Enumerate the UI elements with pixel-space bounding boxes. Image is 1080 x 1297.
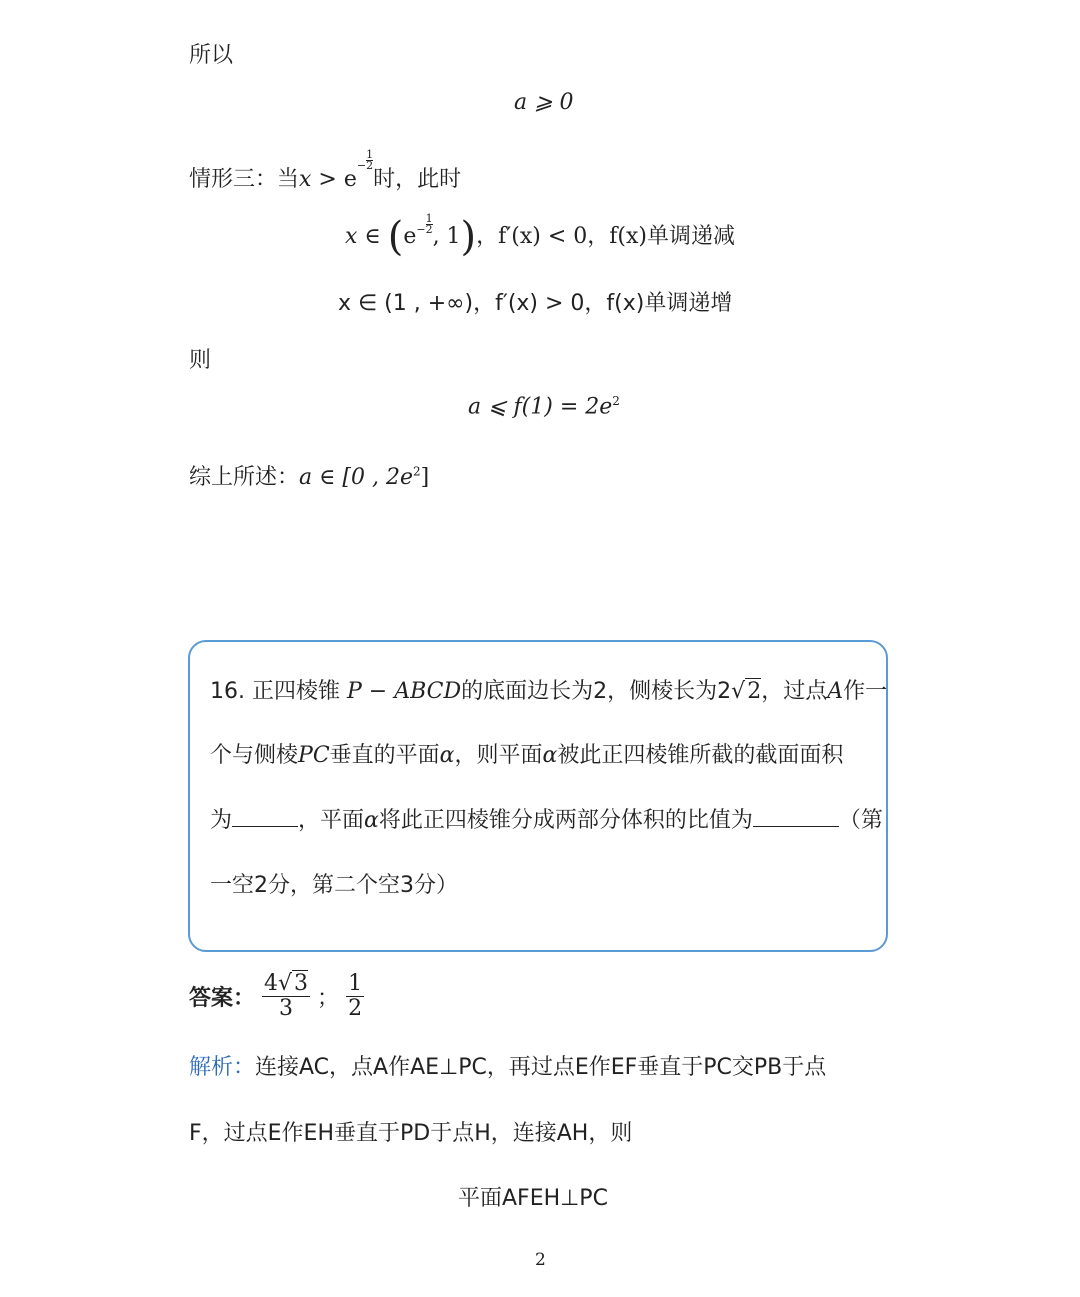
answer-2-fraction: $\frac{1}{2}$	[348, 971, 363, 1022]
answer-label: 答案：	[189, 986, 256, 1012]
equation-a-leq-f1: a ⩽ $f(1) = 2e^2$	[468, 394, 620, 420]
case3-op: > e	[311, 167, 357, 192]
case3-prefix: 情形三：当	[189, 167, 300, 192]
analysis-line-3: 平面AFEH⊥PC	[458, 1186, 608, 1211]
analysis-line-1: 解析：连接AC，点A作AE⊥PC，再过点E作EF垂直于PC交PB于点	[189, 1055, 827, 1080]
problem-line-1: 16. 正四棱锥 P − ABCD的底面边长为2，侧棱长为2√2，过点A作一	[210, 679, 888, 704]
case3-exponent: − $\frac{1}{2}$	[356, 148, 374, 172]
case3-line	[189, 148, 462, 193]
answer-1-fraction: $\frac{4√3}{3}$	[264, 971, 309, 1022]
problem-line-2: 个与侧棱PC垂直的平面α，则平面α被此正四棱锥所截的截面面积	[210, 743, 844, 768]
problem-line-3: 为 ，平面α将此正四棱锥分成两部分体积的比值为 （第	[210, 808, 883, 833]
answer-line: 答案： $\frac{4√3}{3}$ ； $\frac{1}{2}$	[189, 971, 363, 1022]
answer-blank-2[interactable]	[753, 806, 839, 827]
case3-suffix: 时，此时	[373, 167, 462, 192]
page-number: 2	[535, 1250, 546, 1270]
interval-2-line: x ∈ (1 , +∞)，f′(x) > 0，f(x)单调递增	[338, 291, 733, 316]
case3-var: x	[299, 167, 312, 192]
equation-a-geq-0: a ⩾ 0	[514, 90, 574, 115]
interval-1-text: ，f′(x) < 0，f(x)单调递减	[476, 224, 736, 249]
text-suoyi: 所以	[189, 43, 234, 68]
problem-line-4: 一空2分，第二个空3分）	[210, 873, 458, 898]
text-ze: 则	[189, 348, 212, 373]
analysis-line-2: F，过点E作EH垂直于PD于点H，连接AH，则	[189, 1121, 633, 1146]
conclusion-math: a ∈ [0 , 2e	[299, 465, 413, 490]
conclusion-prefix: 综上所述：	[189, 465, 300, 490]
conclusion-line: 综上所述：a ∈ [0 , $2e^2$]	[189, 464, 430, 490]
answer-blank-1[interactable]	[232, 806, 298, 827]
interval-1-line: x ∈ (e− $\frac{1}{2}$ , 1)，f′(x) < 0，f(x)单调递减	[345, 212, 736, 260]
analysis-label: 解析：	[189, 1055, 256, 1080]
